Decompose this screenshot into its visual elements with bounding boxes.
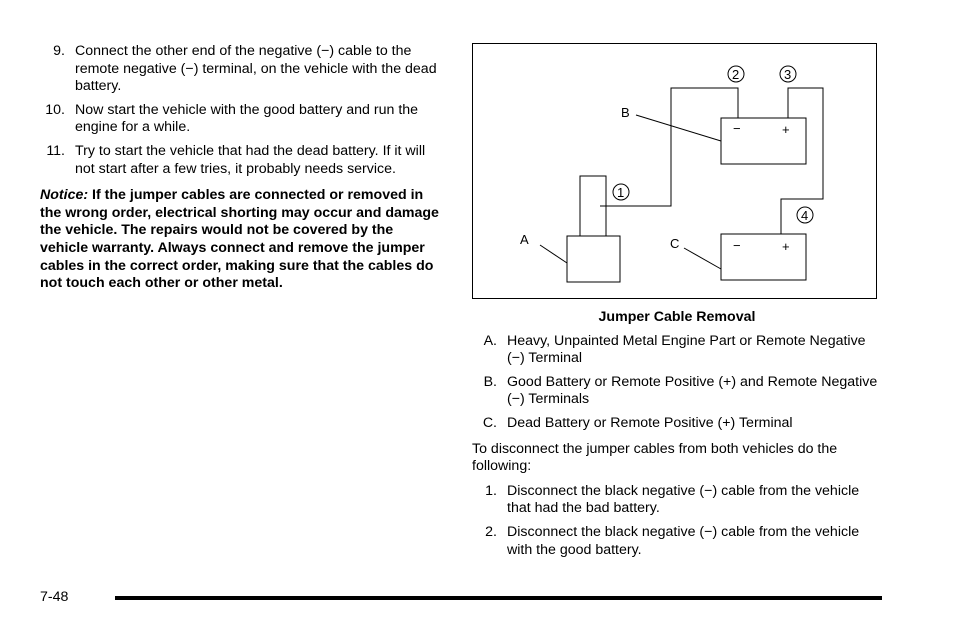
legend-key: A. [483,332,497,349]
notice-text: If the jumper cables are connected or removed in the wrong order, electrical shorting may occur and damage the vehicle. The repairs would not be covered by the vehicle warranty. Always connect and remove the jumper cables in the correct order, making sure that the cables do not touch each other or other metal. [40,187,439,292]
step-text: Disconnect the black negative (−) cable from the vehicle that had the bad battery. [507,482,860,517]
legend-text: Dead Battery or Remote Positive (+) Terminal [507,414,793,431]
intro-paragraph: To disconnect the jumper cables from both vehicles do the following: [472,440,838,475]
step-number: 9. [53,43,65,59]
step-text: Now start the vehicle with the good battery and run the engine for a while. [75,101,419,136]
step-9 [40,43,445,96]
legend-item-a [472,333,882,368]
callout-1-label: 1 [617,185,625,200]
legend-text: Good Battery or Remote Positive (+) and Remote Negative (−) Terminals [507,373,878,408]
good-battery-positive: + [782,122,790,137]
disconnect-step-2 [472,524,882,559]
label-c: C [670,236,680,251]
left-column [40,43,445,293]
step-number: 2. [485,523,497,540]
legend-text: Heavy, Unpainted Metal Engine Part or Remote Negative (−) Terminal [507,332,866,367]
notice-label: Notice: [40,187,89,204]
jumper-cable-diagram [472,43,877,299]
page-number: 7-48 [40,589,69,605]
diagram-svg [473,44,878,300]
step-text: Connect the other end of the negative (−) cable to the remote negative (−) terminal, on the vehicle with the dead battery. [75,43,437,95]
disconnect-step-1 [472,483,882,518]
step-10 [40,102,445,137]
leader-a [540,245,567,263]
right-column [472,43,882,565]
leader-b [636,115,721,141]
step-11 [40,143,445,178]
dead-battery-positive: + [782,239,790,254]
dead-battery-negative: − [733,238,741,253]
step-number: 1. [485,482,497,499]
label-b: B [621,105,630,120]
good-battery-negative: − [733,121,741,136]
step-number: 11. [46,142,65,159]
leader-c [684,248,721,269]
figure-caption: Jumper Cable Removal [598,309,756,325]
step-number: 10. [45,101,65,118]
engine-part [567,236,620,282]
step-text: Disconnect the black negative (−) cable from the vehicle with the good battery. [507,523,860,558]
legend-item-c [472,415,882,433]
callout-3-label: 3 [784,67,792,82]
callout-2-label: 2 [732,67,740,82]
footer-rule [115,596,882,600]
legend-item-b [472,374,882,409]
legend-key: B. [483,373,497,390]
legend-key: C. [482,414,497,431]
label-a: A [520,232,529,247]
callout-4-label: 4 [801,208,809,223]
step-text: Try to start the vehicle that had the dead battery. If it will not start after a few tries, it probably needs service. [75,142,426,177]
notice-paragraph [40,187,445,293]
